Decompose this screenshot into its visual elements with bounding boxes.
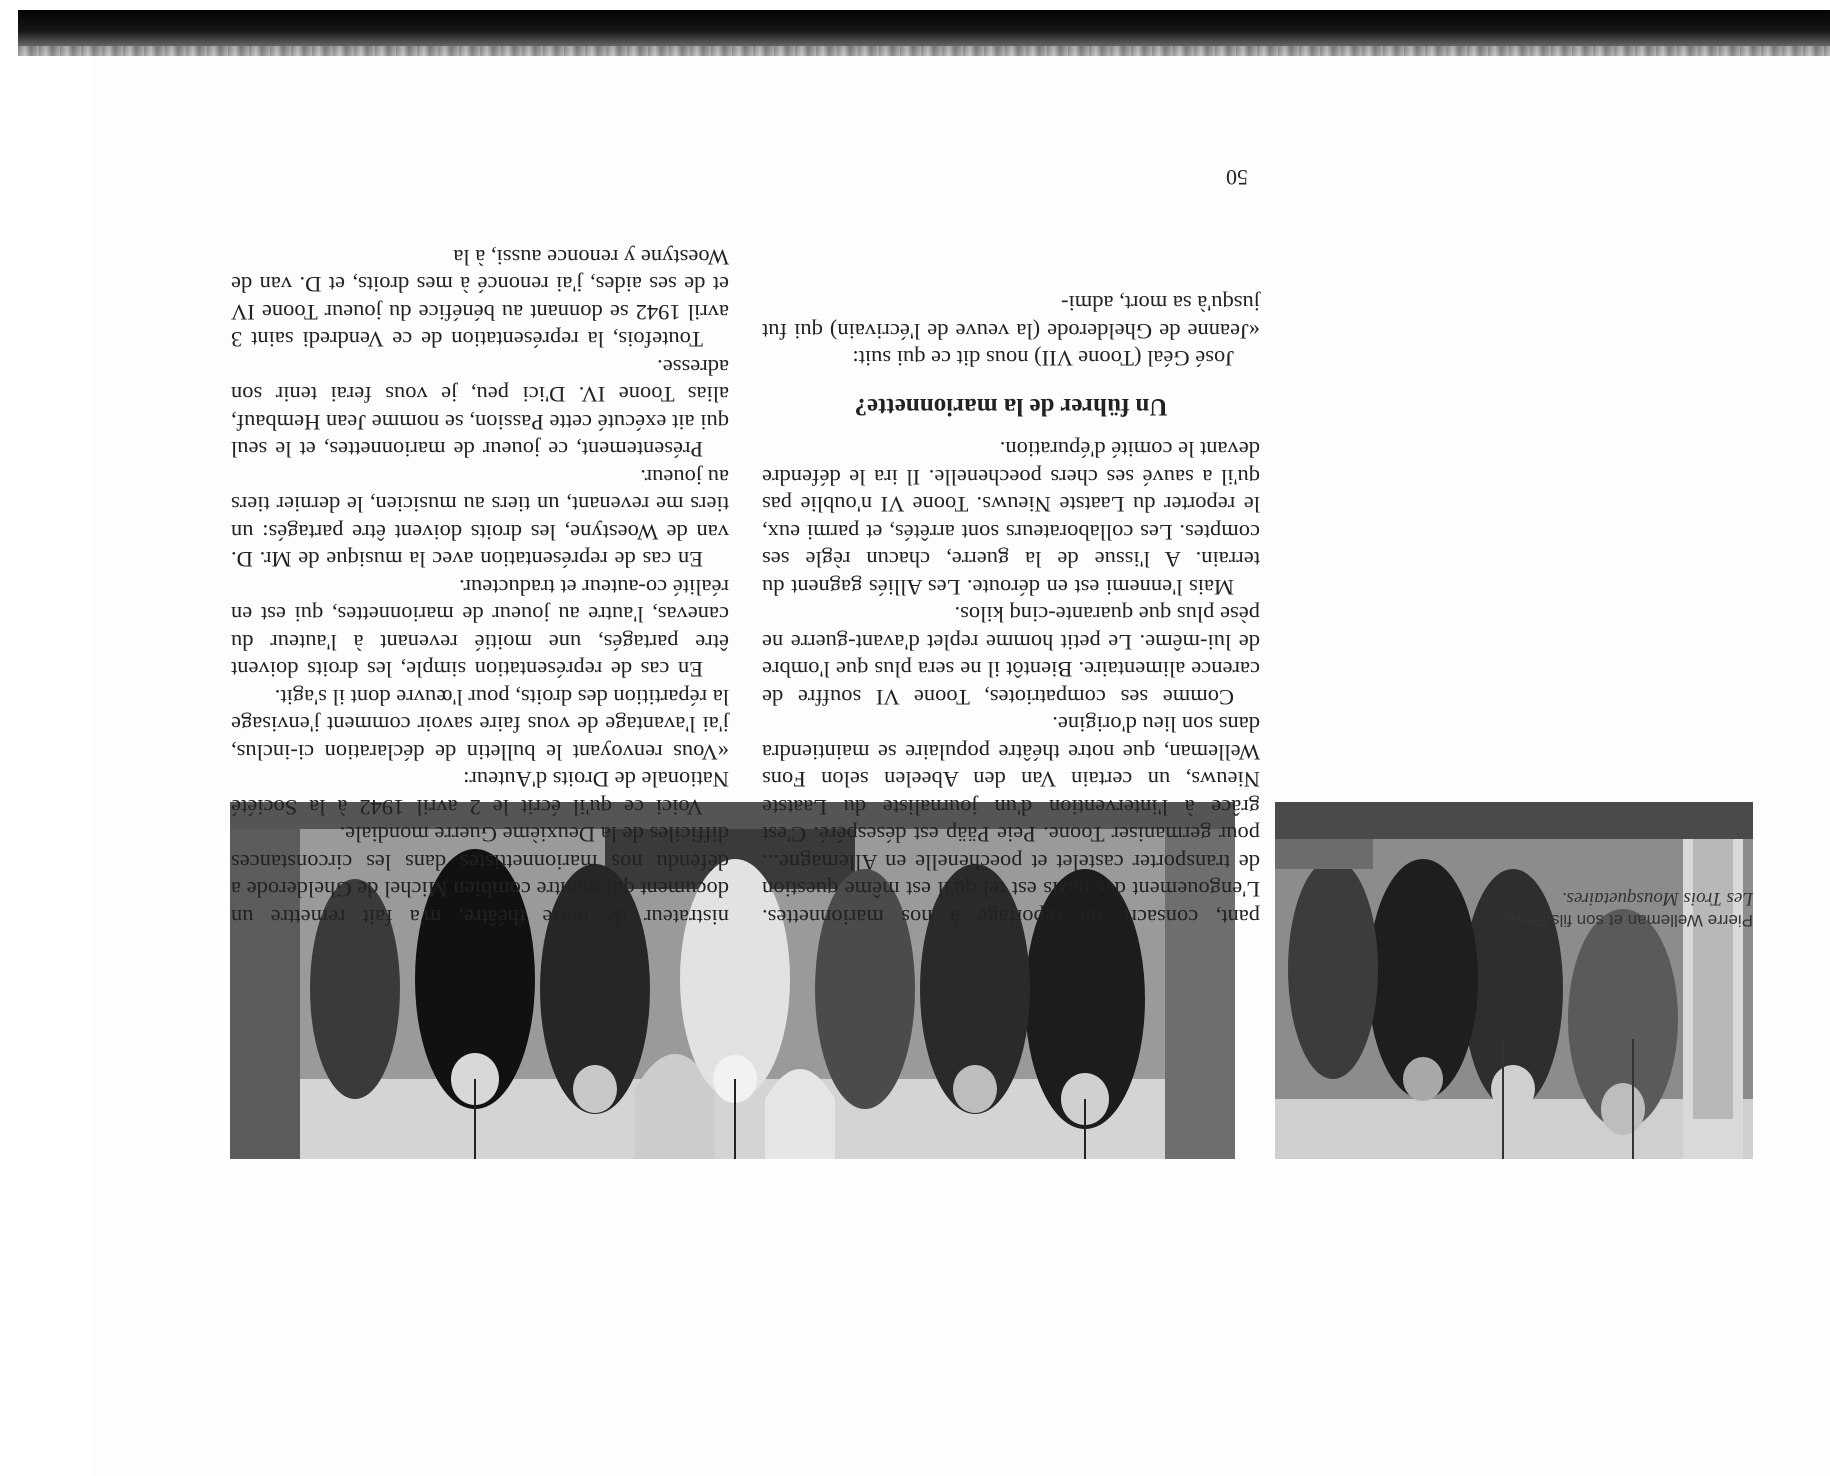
- paragraph: Toutefois, la représentation de ce Vendredi saint 3 avril 1942 se donnant au bénéfice du joueur Toone IV et de ses aides, j'ai renoncé à mes droits, et D. van de Woestyne y renonce aussi, à la: [231, 245, 729, 353]
- photo-pierre-welleman-and-son: [1275, 802, 1753, 1159]
- paragraph: Présentement, ce joueur de marionnettes, et le seul qui ait exécuté cette Passion, se nomme Jean Hembauf, alias Toone IV. D'ici peu, je vous ferai tenir son adresse.: [231, 355, 729, 463]
- paragraph: pant, consacre un reportage à nos marionnettes. L'engouement des nazis est tel qu'il est même question de transporter castelet et poechenelle en Allemagne... pour germaniser Toone. Peie Pääp est désespéré. C'est grâce à l'intervention d'un journaliste du Laatste Nieuws, un certain Van den Abeelen selon Fons Welleman, que notre théâtre populaire se maintiendra dans son lieu d'origine.: [762, 712, 1260, 930]
- paragraph: En cas de représentation avec la musique de Mr. D. van de Woestyne, les droits doivent être partagés: un tiers me revenant, un tiers au musicien, le dernier tiers au joueur.: [231, 465, 729, 573]
- page-number: 50: [1226, 165, 1248, 190]
- paragraph: «Jeanne de Ghelderode (la veuve de l'écrivain) qui fut jusqu'à sa mort, admi-: [762, 291, 1260, 344]
- paragraph: En cas de représentation simple, les droits doivent être partagés, une moitié revenant à l'auteur du canevas, l'autre au joueur de marionnettes, qui est en réalité co-auteur et traducteur.: [231, 575, 729, 683]
- photo-caption: [1453, 887, 1753, 931]
- caption-line-1: Pierre Welleman et son fils Fons.: [1503, 911, 1753, 930]
- paragraph: Mais l'ennemi est en déroute. Les Alliés gagnent du terrain. A l'issue de la guerre, chacun règle ses comptes. Les collaborateurs sont arrêtés, et parmi eux, le reporter du Laatste Nieuws. Toone VI n'oublie pas qu'il a sauvé ses chers poechenelle. Il ira le défendre devant le comité d'épuration.: [762, 437, 1260, 600]
- paragraph: José Géal (Toone VII) nous dit ce qui suit:: [852, 346, 1234, 372]
- paragraph: Comme ses compatriotes, Toone VI souffre de carence alimentaire. Bientôt il ne sera plus que l'ombre de lui-même. Le petit homme replet d'avant-guerre ne pèse plus que quarante-cinq kilos.: [762, 602, 1260, 710]
- paragraph: Voici ce qu'il écrit le 2 avril 1942 à la Société Nationale de Droits d'Auteur:: [231, 767, 729, 820]
- paragraph: nistrateur de notre théâtre, m'a fait remettre un document qui montre combien Michel de Ghelderode a défendu nos marionnettistes dans les circonstances difficiles de la Deuxième Guerre mondiale.: [231, 822, 729, 930]
- caption-line-2: Les Trois Mousquetaires.: [1561, 888, 1753, 909]
- paragraph: «Vous renvoyant le bulletin de déclaration ci-inclus, j'ai l'avantage de vous faire savoir comment j'envisage la répartition des droits, pour l'œuvre dont il s'agit.: [231, 685, 729, 765]
- text-column-right: [231, 244, 729, 932]
- text-column-left: [762, 290, 1260, 931]
- section-heading: Un führer de la marionnette?: [854, 393, 1168, 420]
